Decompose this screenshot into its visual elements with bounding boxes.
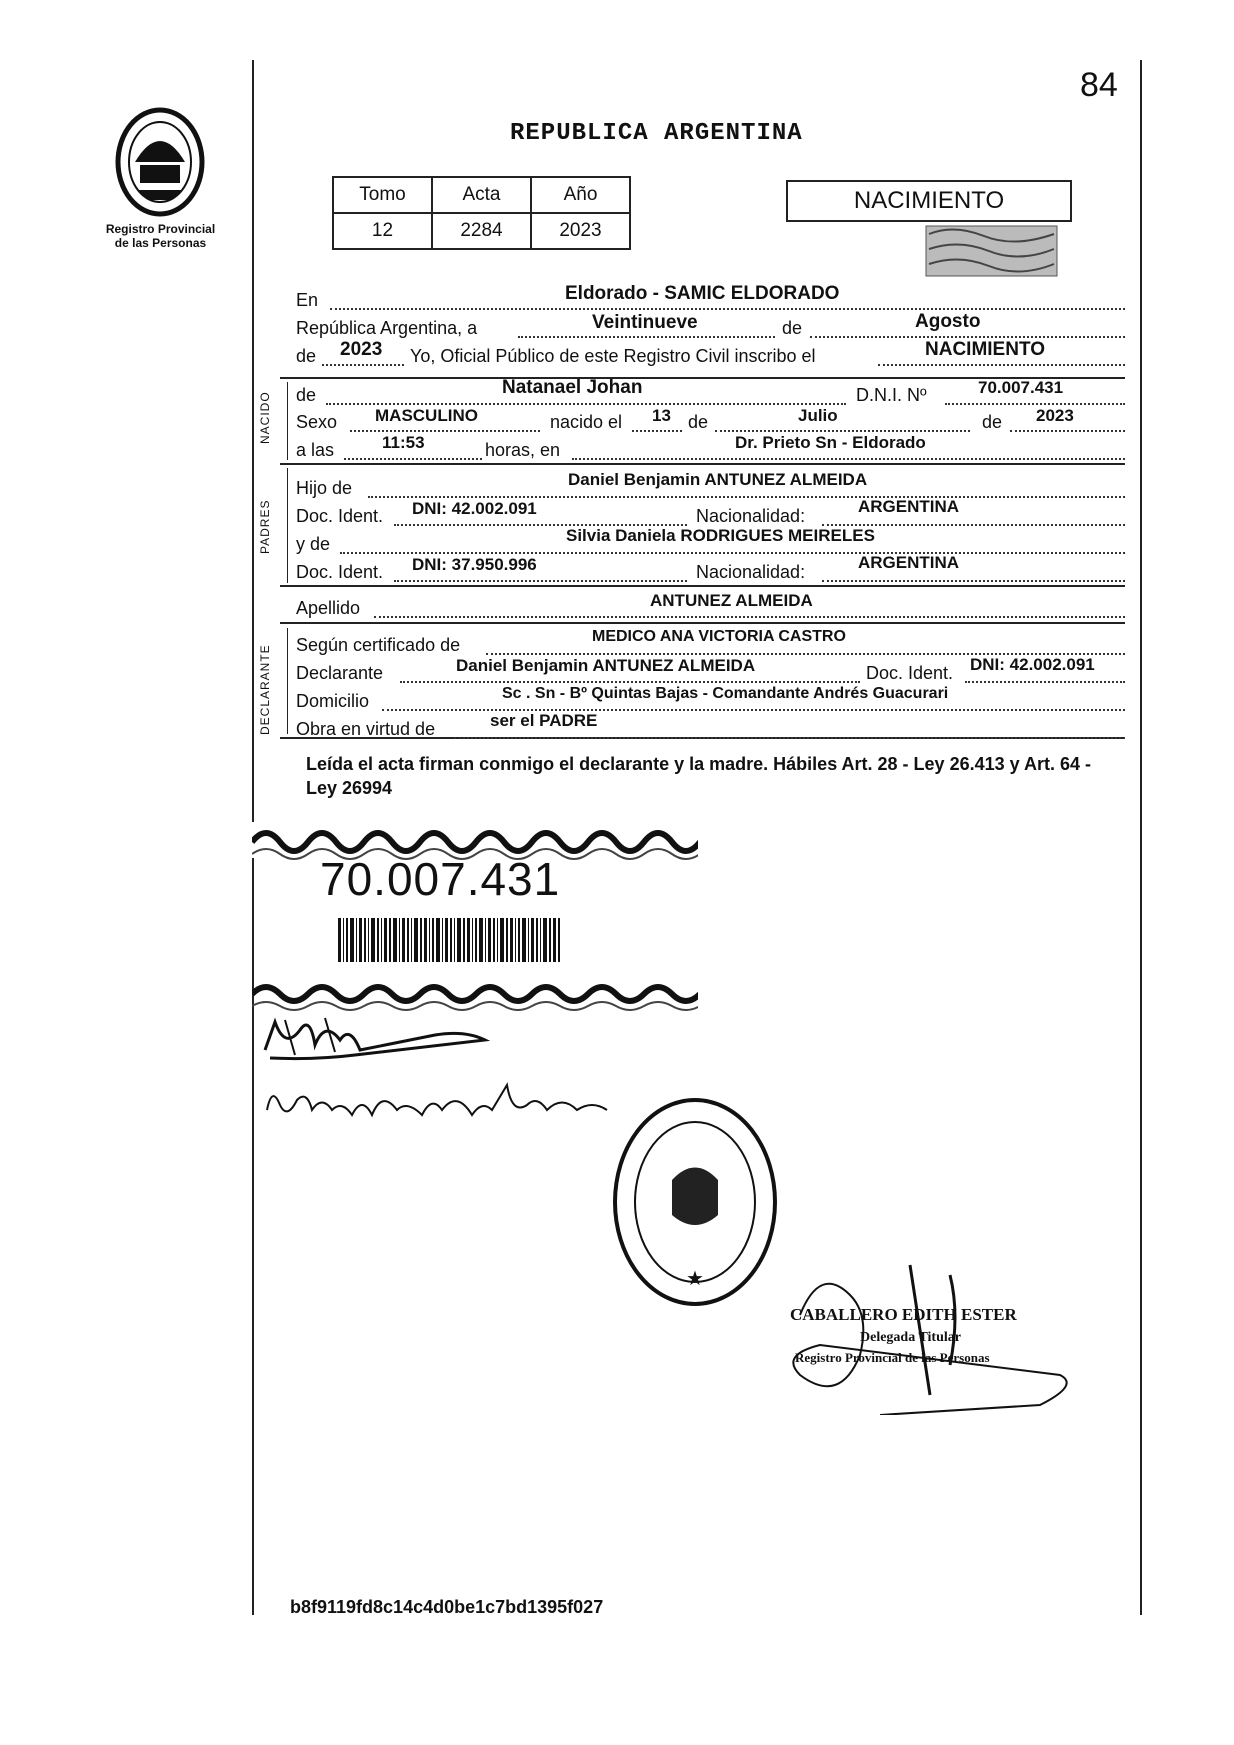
padre-doc-label: Doc. Ident. [296,506,384,526]
birth-year: 2023 [1036,406,1074,425]
declarante-label: Declarante [296,663,384,683]
dotted-line [454,737,1125,739]
province-coat-of-arms-logo [100,100,220,220]
right-margin-line [1140,60,1142,1615]
dotted-line [518,336,775,338]
certificado-label: Según certificado de [296,635,461,655]
year-value: 2023 [340,339,383,360]
en-value: Eldorado - SAMIC ELDORADO [565,283,840,304]
month-value: Agosto [915,311,981,332]
de-year-label: de [296,346,317,366]
dotted-line [878,364,1125,366]
section-bracket [287,468,288,583]
obra-value: ser el PADRE [490,711,598,730]
nacido-el-label: nacido el [550,412,623,432]
mother-name: Silvia Daniela RODRIGUES MEIRELES [566,526,875,545]
dotted-line [340,552,1125,554]
dotted-line [400,681,860,683]
dotted-line [368,496,1125,498]
tomo-header: Tomo [333,177,432,213]
republica-label: República Argentina, a [296,318,478,338]
surname-value: ANTUNEZ ALMEIDA [650,591,813,610]
de-label: de [782,318,803,338]
official-role: Delegada Titular [860,1330,961,1345]
address-value: Sc . Sn - Bº Quintas Bajas - Comandante Andrés Guacurari [502,685,949,702]
madre-doc-label: Doc. Ident. [296,562,384,582]
declarante-doc-label: Doc. Ident. [866,663,954,683]
father-nationality: ARGENTINA [858,497,960,516]
security-band-bottom [252,982,698,1012]
declarant-doc: DNI: 42.002.091 [970,655,1095,674]
section-bracket [287,628,288,734]
declarant-signature [255,1010,495,1070]
mother-signature [262,1075,622,1135]
certificate-value: MEDICO ANA VICTORIA CASTRO [592,628,846,645]
svg-text:★: ★ [686,1266,704,1290]
dotted-line [715,430,970,432]
tomo-value: 12 [333,213,432,249]
padre-nac-label: Nacionalidad: [696,506,806,526]
birth-time: 11:53 [382,433,425,452]
barcode-icon [338,918,560,962]
obra-label: Obra en virtud de [296,719,436,739]
y-de-label: y de [296,534,331,554]
en-label: En [296,290,319,310]
nac-de2-label: de [982,412,1003,432]
birth-month: Julio [798,406,838,425]
nacido-de-label: de [296,385,317,405]
section-label-padres: PADRES [258,499,272,554]
acta-header: Acta [432,177,531,213]
dotted-line [322,364,404,366]
act-type-value: NACIMIENTO [925,339,1045,360]
dotted-line [350,430,540,432]
dotted-line [632,430,682,432]
sexo-label: Sexo [296,412,338,432]
anio-header: Año [531,177,630,213]
apellido-label: Apellido [296,598,361,618]
dotted-line [394,580,687,582]
anio-value: 2023 [531,213,630,249]
mother-nationality: ARGENTINA [858,553,960,572]
dotted-line [330,308,1125,310]
divider [280,622,1125,624]
legal-text: Leída el acta firman conmigo el declarante y la madre. Hábiles Art. 28 - Ley 26.413 y Art. 64 - Ley 26994 [306,754,1091,798]
record-table [332,176,631,250]
security-stamp-icon [924,224,1059,278]
nac-de-label: de [688,412,709,432]
domicilio-label: Domicilio [296,691,370,711]
dni-label: D.N.I. Nº [856,385,927,405]
document-title: REPUBLICA ARGENTINA [510,120,803,147]
declarant-name: Daniel Benjamin ANTUNEZ ALMEIDA [456,656,756,675]
delegation-seal [610,1095,780,1310]
day-value: Veintinueve [592,312,698,333]
father-name: Daniel Benjamin ANTUNEZ ALMEIDA [568,470,868,489]
child-dni: 70.007.431 [978,378,1064,397]
horas-en-label: horas, en [485,440,561,460]
mother-doc: DNI: 37.950.996 [412,555,537,574]
oficial-text: Yo, Oficial Público de este Registro Civil inscribo el [410,346,816,366]
record-type-box: NACIMIENTO [786,180,1072,222]
page-number: 84 [1080,66,1118,104]
dotted-line [965,681,1125,683]
madre-nac-label: Nacionalidad: [696,562,806,582]
dotted-line [374,616,1125,618]
official-name: CABALLERO EDITH ESTER [790,1305,1017,1324]
birth-day: 13 [652,406,671,425]
divider [280,585,1125,587]
birth-place: Dr. Prieto Sn - Eldorado [735,433,926,452]
dotted-line [945,403,1125,405]
logo-caption: Registro Provincial de las Personas [105,222,216,250]
document-hash: b8f9119fd8c14c4d0be1c7bd1395f027 [290,1597,604,1617]
dotted-line [326,403,846,405]
official-org: Registro Provincial de las Personas [795,1350,990,1365]
section-label-declarante: DECLARANTE [258,644,272,735]
hijo-de-label: Hijo de [296,478,353,498]
big-dni-number: 70.007.431 [320,853,561,905]
official-signature [760,1255,1090,1415]
a-las-label: a las [296,440,335,460]
child-name: Natanael Johan [502,377,643,398]
dotted-line [810,336,1125,338]
dotted-line [1010,430,1125,432]
section-bracket [287,382,288,460]
divider [280,463,1125,465]
dotted-line [822,580,1125,582]
section-label-nacido: NACIDO [258,391,272,444]
acta-value: 2284 [432,213,531,249]
father-doc: DNI: 42.002.091 [412,499,537,518]
sexo-value: MASCULINO [375,406,478,425]
dotted-line [572,458,1125,460]
dotted-line [344,458,482,460]
